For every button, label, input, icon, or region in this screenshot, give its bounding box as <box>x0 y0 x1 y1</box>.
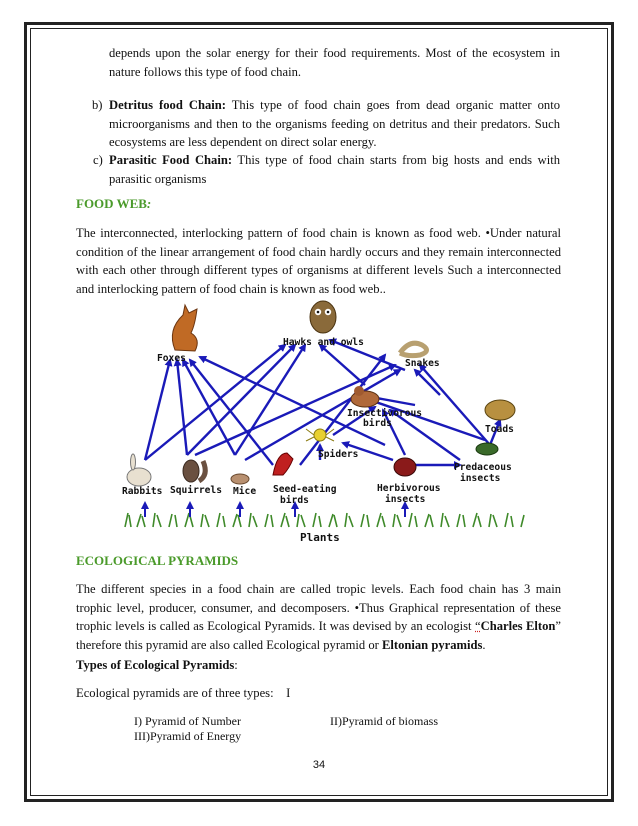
fox-icon <box>172 305 197 351</box>
label-insectivorous-birds: birds <box>363 418 392 429</box>
label-herbivorous: Herbivorous <box>377 483 441 494</box>
list-item-b <box>109 96 560 152</box>
label-predaceous-insects: insects <box>460 473 501 484</box>
list-marker-c: c) <box>93 153 103 167</box>
label-snakes: Snakes <box>405 358 440 369</box>
toad-icon <box>485 400 515 420</box>
plant-arrows <box>145 503 405 517</box>
label-spiders: Spiders <box>318 449 359 460</box>
label-squirrels: Squirrels <box>170 485 222 496</box>
food-web-diagram <box>115 295 530 545</box>
label-mice: Mice <box>233 486 257 497</box>
label-herbivorous-insects: insects <box>385 494 426 505</box>
food-web-heading: FOOD WEB: <box>76 196 152 211</box>
list-item-a-continued: depends upon the solar energy for their food requirements. Most of the ecosystem in nature follows this type of food chain. <box>109 46 560 79</box>
list-marker-b: b) <box>92 98 103 112</box>
list-item-c <box>109 151 560 188</box>
ecological-pyramids-heading: ECOLOGICAL PYRAMIDS <box>76 553 239 568</box>
label-foxes: Foxes <box>157 353 186 364</box>
food-web-arrows <box>145 340 500 465</box>
ecological-pyramids-paragraph: The different species in a food chain are called tropic levels. Each food chain has 3 main trophic level, producer, consumer, and decomposers. •Thus Graphical representation of these trophic levels is called as Ecological Pyramids. It was devised by an ecologist “Charles Elton” therefore this pyramid are also called Ecological pyramid or Eltonian pyramids. <box>76 582 561 652</box>
types-heading: Types of Ecological Pyramids: <box>76 658 238 672</box>
charles-elton: Charles Elton <box>480 619 556 634</box>
mouse-icon <box>231 474 249 484</box>
label-seed-eating-birds: birds <box>280 495 309 506</box>
list-item-b-text: This type of food chain goes from dead organic matter onto microorganisms and then to the organisms feeding on detritus and their predators. Such ecosystems are less dependent on direct solar energy. <box>109 98 561 150</box>
label-hawks-owls: Hawks and owls <box>283 337 364 348</box>
seed-eating-bird-icon <box>273 453 293 475</box>
pyramid-type-1: I) Pyramid of Number <box>134 714 241 728</box>
spider-icon <box>306 429 334 441</box>
label-rabbits: Rabbits <box>122 486 163 497</box>
label-insectivorous: Insectivorous <box>347 408 423 419</box>
food-web-paragraph: The interconnected, interlocking pattern of food chain is known as food web. •Under natural condition of the linear arrangement of food chain hardly occurs and they remain interconnected with each other through different types of organisms at different levels Such a interconnected and interlocking pattern of food chain is known as food web.. <box>76 226 561 296</box>
herbivorous-insect-icon <box>394 458 416 476</box>
label-predaceous: Predaceous <box>454 462 512 473</box>
squirrel-icon <box>183 460 205 482</box>
list-item-c-title: Parasitic Food Chain: <box>109 153 233 167</box>
list-item-b-title: Detritus food Chain: <box>109 98 226 112</box>
page-number: 34 <box>312 759 326 771</box>
eltonian-pyramids: Eltonian pyramids <box>381 637 483 652</box>
pyramid-type-2: II)Pyramid of biomass <box>330 714 438 728</box>
label-seed-eating: Seed-eating <box>273 484 337 495</box>
label-toads: Toads <box>485 424 514 435</box>
snake-icon <box>400 343 427 355</box>
types-intro: Ecological pyramids are of three types: I <box>76 686 291 700</box>
list-item-c-text: This type of food chain starts from big hosts and ends with parasitic organisms <box>109 153 561 186</box>
pyramid-type-3: III)Pyramid of Energy <box>134 729 242 743</box>
grass-illustration <box>125 513 524 527</box>
owl-icon <box>310 301 336 333</box>
label-plants: Plants <box>300 531 340 544</box>
predaceous-insect-icon <box>476 443 498 455</box>
